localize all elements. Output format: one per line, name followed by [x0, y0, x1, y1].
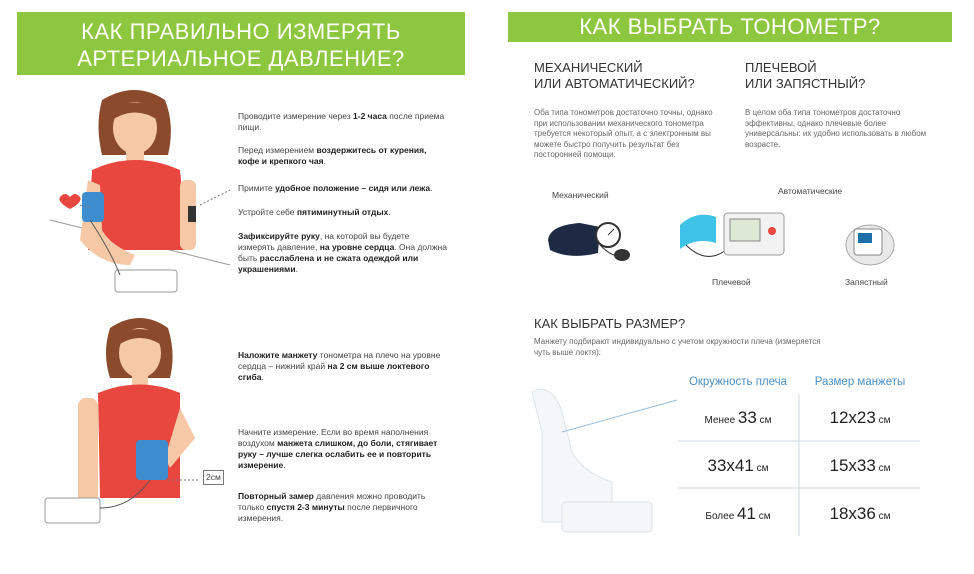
- col2-heading-line2: ИЛИ ЗАПЯСТНЫЙ?: [745, 76, 866, 91]
- step-start-measure: Начните измерение. Если во время наполнения воздухом манжета слишком, до боли, стягивает руку – лучше слегка ослабить ее и повторить измерение.: [238, 427, 438, 470]
- col1-heading-line1: МЕХАНИЧЕСКИЙ: [534, 60, 643, 75]
- table-head-cuff-size: Размер манжеты: [814, 376, 906, 388]
- shoulder-tonometer-icon: [676, 205, 791, 275]
- right-title-banner: КАК ВЫБРАТЬ ТОНОМЕТР?: [508, 12, 952, 42]
- left-title-line1: КАК ПРАВИЛЬНО ИЗМЕРЯТЬ: [81, 19, 401, 44]
- step-rest: Устройте себе пятиминутный отдых.: [238, 207, 391, 217]
- left-title-line2: АРТЕРИАЛЬНОЕ ДАВЛЕНИЕ?: [77, 46, 405, 71]
- col1-text: Оба типа тонометров достаточно точны, однако при использовании механического тонометра требуется некоторый опыт, а с электронным вы можете быстро получить результат без посторонней помощи.: [534, 108, 713, 159]
- table-row: Более 41 см: [705, 504, 771, 523]
- size-text: Манжету подбирают индивидуально с учетом окружности плеча (измеряется чуть выше локтя):: [534, 337, 821, 357]
- step-position: Примите удобное положение – сидя или лежа.: [238, 183, 433, 193]
- table-cell-size: 15х33 см: [829, 456, 891, 475]
- col1-heading: [534, 60, 734, 92]
- table-row: Менее 33 см: [704, 408, 772, 427]
- woman-seated-illustration: [40, 80, 240, 300]
- left-title-banner: [17, 12, 465, 75]
- label-automatic: Автоматические: [778, 186, 843, 196]
- step-repeat: Повторный замер давления можно проводить только спустя 2-3 минуты после первичного измерения.: [238, 491, 426, 523]
- woman-cuff-illustration: [40, 308, 240, 548]
- label-shoulder: Плечевой: [712, 277, 751, 287]
- table-head-circumference: Окружность плеча: [688, 376, 788, 388]
- col2-heading-line1: ПЛЕЧЕВОЙ: [745, 60, 817, 75]
- arm-sketch: [522, 372, 682, 552]
- step-after-meal: Проводите измерение через 1-2 часа после приема пищи.: [238, 111, 445, 132]
- col2-text: В целом оба типа тонометров достаточно эффективны, однако плечевые более универсальны: их удобно использовать в любом возрасте.: [745, 108, 927, 149]
- size-title: КАК ВЫБРАТЬ РАЗМЕР?: [534, 316, 686, 331]
- step-apply-cuff: Наложите манжету тонометра на плечо на уровне сердца – нижний край на 2 см выше локтевого сгиба.: [238, 350, 441, 382]
- table-cell-size: 12х23 см: [829, 408, 891, 427]
- table-cell-size: 18х36 см: [829, 504, 891, 523]
- col2-heading: [745, 60, 945, 92]
- label-wrist: Запястный: [845, 277, 888, 287]
- label-mechanical: Механический: [552, 190, 609, 200]
- mechanical-tonometer-icon: [540, 205, 640, 275]
- size-table: [678, 376, 920, 536]
- step-no-smoking: Перед измерением воздержитесь от курения, кофе и крепкого чая.: [238, 145, 427, 166]
- col1-heading-line2: ИЛИ АВТОМАТИЧЕСКИЙ?: [534, 76, 695, 91]
- cm-marker: 2см: [203, 470, 224, 485]
- step-fix-arm: Зафиксируйте руку, на которой вы будете измерять давление, на уровне сердца. Она должна быть расслаблена и не сжата одеждой или украшениями.: [238, 231, 447, 274]
- table-row: 33х41 см: [707, 456, 769, 475]
- wrist-tonometer-icon: [840, 215, 900, 270]
